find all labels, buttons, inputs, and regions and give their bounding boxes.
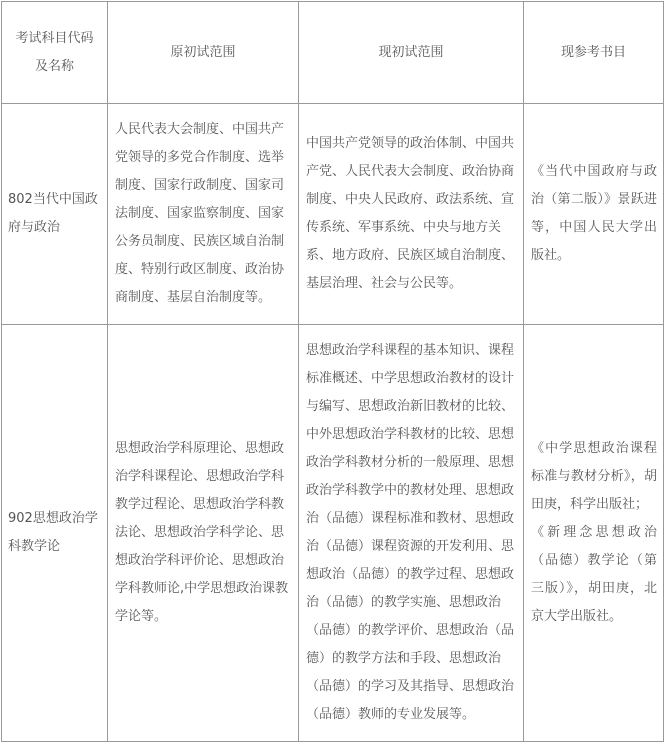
reference-book-item: 《中学思想政治课程标准与教材分析》，胡田庚，科学出版社； <box>531 441 657 512</box>
exam-scope-table <box>1 1 664 742</box>
current-scope-text: 思想政治学科课程的基本知识、课程标准概述、中学思想政治教材的设计与编写、思想政治新旧教材的比较、中外思想政治学科教材的比较、思想政治学科教材分析的一般原理、思想政治学科教学中的教材处理、思想政治（品德）课程标准和教材、思想政治（品德）课程资源的开发利用、思想政治（品德）的教学过程、思想政治（品德）的教学实施、思想政治（品德）的教学评价、思想政治（品德）的教学方法和手段、思想政治（品德）的学习及其指导、思想政治（品德）教师的专业发展等。 <box>299 325 524 742</box>
header-row <box>2 2 664 104</box>
header-references: 现参考书目 <box>524 2 664 104</box>
header-code-name-line-2: 及名称 <box>34 58 74 74</box>
header-code-name <box>2 2 108 104</box>
table-row <box>2 325 664 742</box>
current-scope-text: 中国共产党领导的政治体制、中国共产党、人民代表大会制度、政治协商制度、中央人民政府、政法系统、宣传系统、军事系统、中央与地方关系、地方政府、民族区域自治制度、基层治理、社会与公民等。 <box>299 104 524 325</box>
reference-books <box>524 104 664 325</box>
header-code-name-line-1: 考试科目代码 <box>15 30 94 46</box>
original-scope-text: 思想政治学科原理论、思想政治学科课程论、思想政治学科教学过程论、思想政治学科教法论、思想政治学科学论、思想政治学科评价论、思想政治学科教师论,中学思想政治课教学论等。 <box>108 325 299 742</box>
subject-code-name: 802当代中国政府与政治 <box>2 104 108 325</box>
reference-books <box>524 325 664 742</box>
reference-book-item: 《当代中国政府与政治（第二版）》景跃进等，中国人民大学出版社。 <box>531 164 657 263</box>
table-row <box>2 104 664 325</box>
header-current-scope: 现初试范围 <box>299 2 524 104</box>
original-scope-text: 人民代表大会制度、中国共产党领导的多党合作制度、选举制度、国家行政制度、国家司法制度、国家监察制度、国家公务员制度、民族区域自治制度、特别行政区制度、政治协商制度、基层自治制度等。 <box>108 104 299 325</box>
reference-book-item: 《新理念思想政治（品德）教学论（第三版）》，胡田庚，北京大学出版社。 <box>531 525 657 624</box>
header-original-scope: 原初试范围 <box>108 2 299 104</box>
subject-code-name: 902思想政治学科教学论 <box>2 325 108 742</box>
